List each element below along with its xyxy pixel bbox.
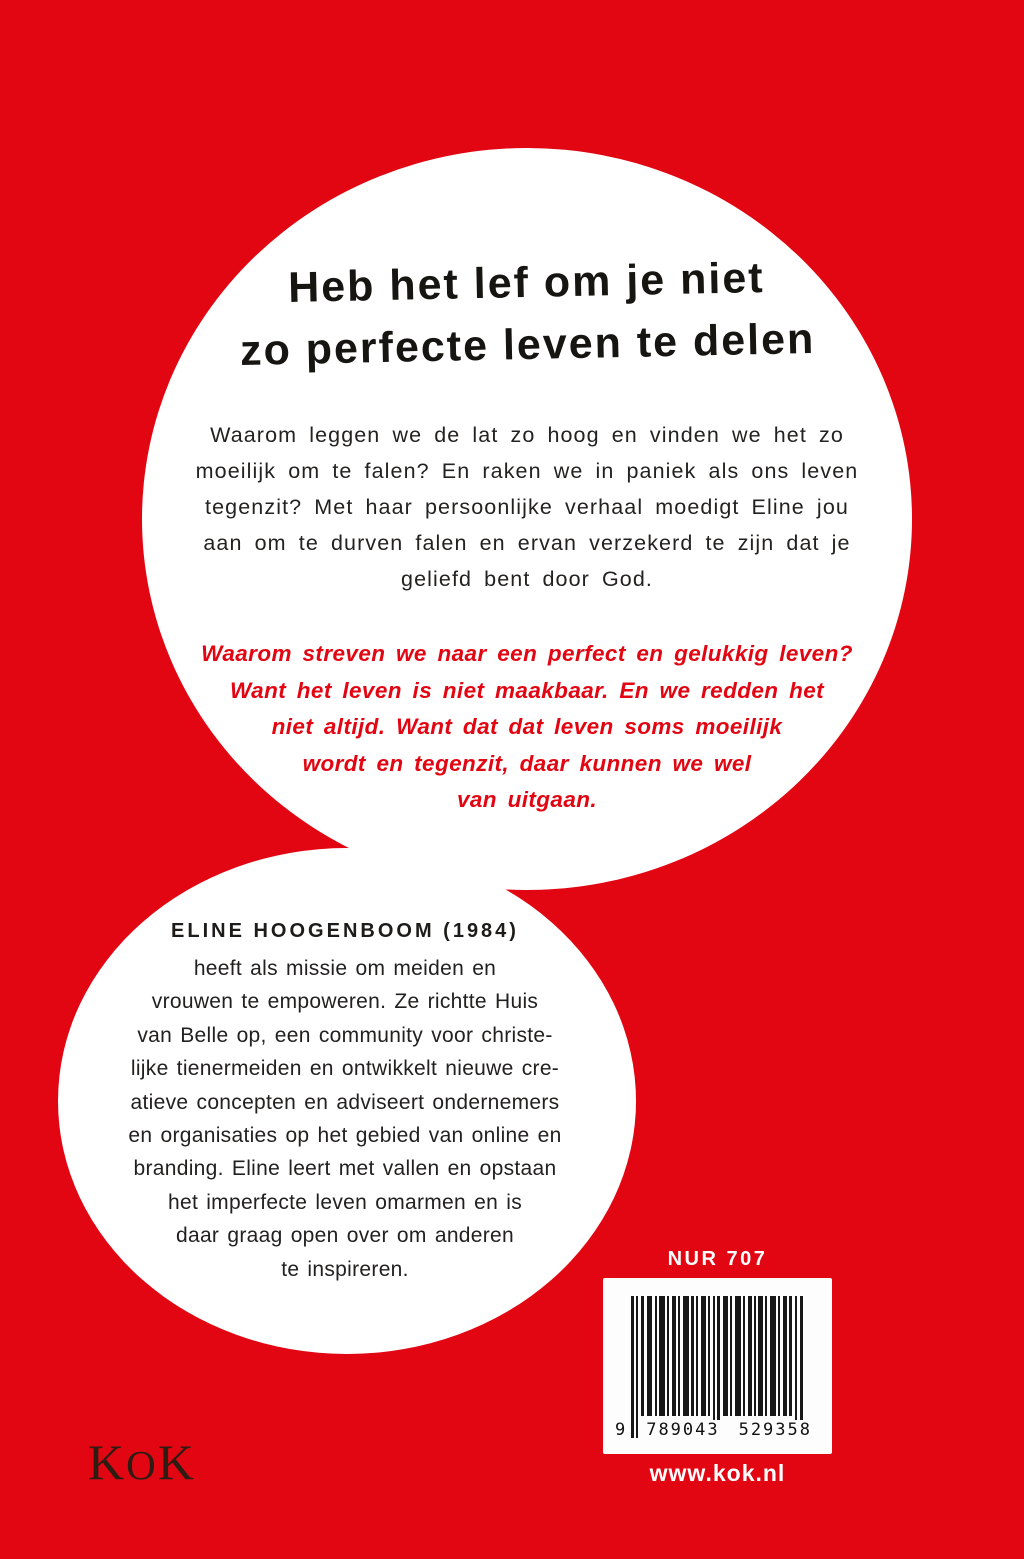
quote-line: Want het leven is niet maakbaar. En we redden het — [229, 677, 825, 703]
nur-code: NUR 707 — [667, 1248, 768, 1270]
blurb-line: geliefd bent door God. — [401, 567, 653, 591]
quote-paragraph — [182, 636, 872, 819]
bio-line: vrouwen te empoweren. Ze richtte Huis — [151, 990, 539, 1014]
bio-line: heeft als missie om meiden en — [193, 957, 497, 980]
author-bio-text — [75, 952, 615, 1286]
bio-line: te inspireren. — [281, 1257, 409, 1281]
bio-line: en organisaties op het gebied van online en — [128, 1124, 562, 1148]
blurb-paragraph — [182, 417, 872, 597]
publisher-website: www.kok.nl — [649, 1460, 786, 1486]
quote-line: wordt en tegenzit, daar kunnen we wel — [302, 750, 752, 776]
blurb-line: moeilijk om te falen? En raken we in paniek als ons leven — [195, 459, 859, 483]
blurb-line: tegenzit? Met haar persoonlijke verhaal moedigt Eline jou — [205, 495, 849, 519]
logo-letter: O — [126, 1442, 158, 1488]
blurb-line: Waarom leggen we de lat zo hoog en vinden we het zo — [210, 423, 844, 447]
bio-line: van Belle op, een community voor christe- — [137, 1023, 553, 1047]
logo-letter: K — [88, 1434, 127, 1490]
blurb-line: aan om te durven falen en ervan verzekerd te zijn dat je — [203, 531, 851, 555]
quote-line: van uitgaan. — [456, 787, 598, 812]
isbn-group1: 789043 — [646, 1420, 720, 1440]
cover-title-line: zo perfecte leven te delen — [239, 314, 816, 376]
isbn-digits — [603, 1417, 832, 1443]
logo-letter: K — [157, 1434, 196, 1490]
isbn-group2: 529358 — [738, 1420, 812, 1440]
quote-line: niet altijd. Want dat dat leven soms moeilijk — [271, 714, 783, 739]
isbn-lead-digit: 9 — [615, 1420, 628, 1440]
bio-line: branding. Eline leert met vallen en opstaan — [133, 1157, 557, 1181]
quote-line: Waarom streven we naar een perfect en gelukkig leven? — [201, 641, 853, 666]
barcode-panel — [603, 1278, 832, 1454]
author-name-heading: ELINE HOOGENBOOM (1984) — [171, 920, 519, 942]
cover-title-line: Heb het lef om je niet — [287, 254, 766, 312]
bio-line: lijke tienermeiden en ontwikkelt nieuwe cre- — [130, 1057, 560, 1081]
bio-line: het imperfecte leven omarmen en is — [167, 1190, 523, 1214]
cover-title — [141, 244, 913, 384]
publisher-logo — [88, 1434, 196, 1493]
bio-line: daar graag open over om anderen — [175, 1224, 515, 1248]
author-bio — [75, 920, 615, 1286]
bio-line: atieve concepten en adviseert ondernemers — [130, 1090, 560, 1114]
